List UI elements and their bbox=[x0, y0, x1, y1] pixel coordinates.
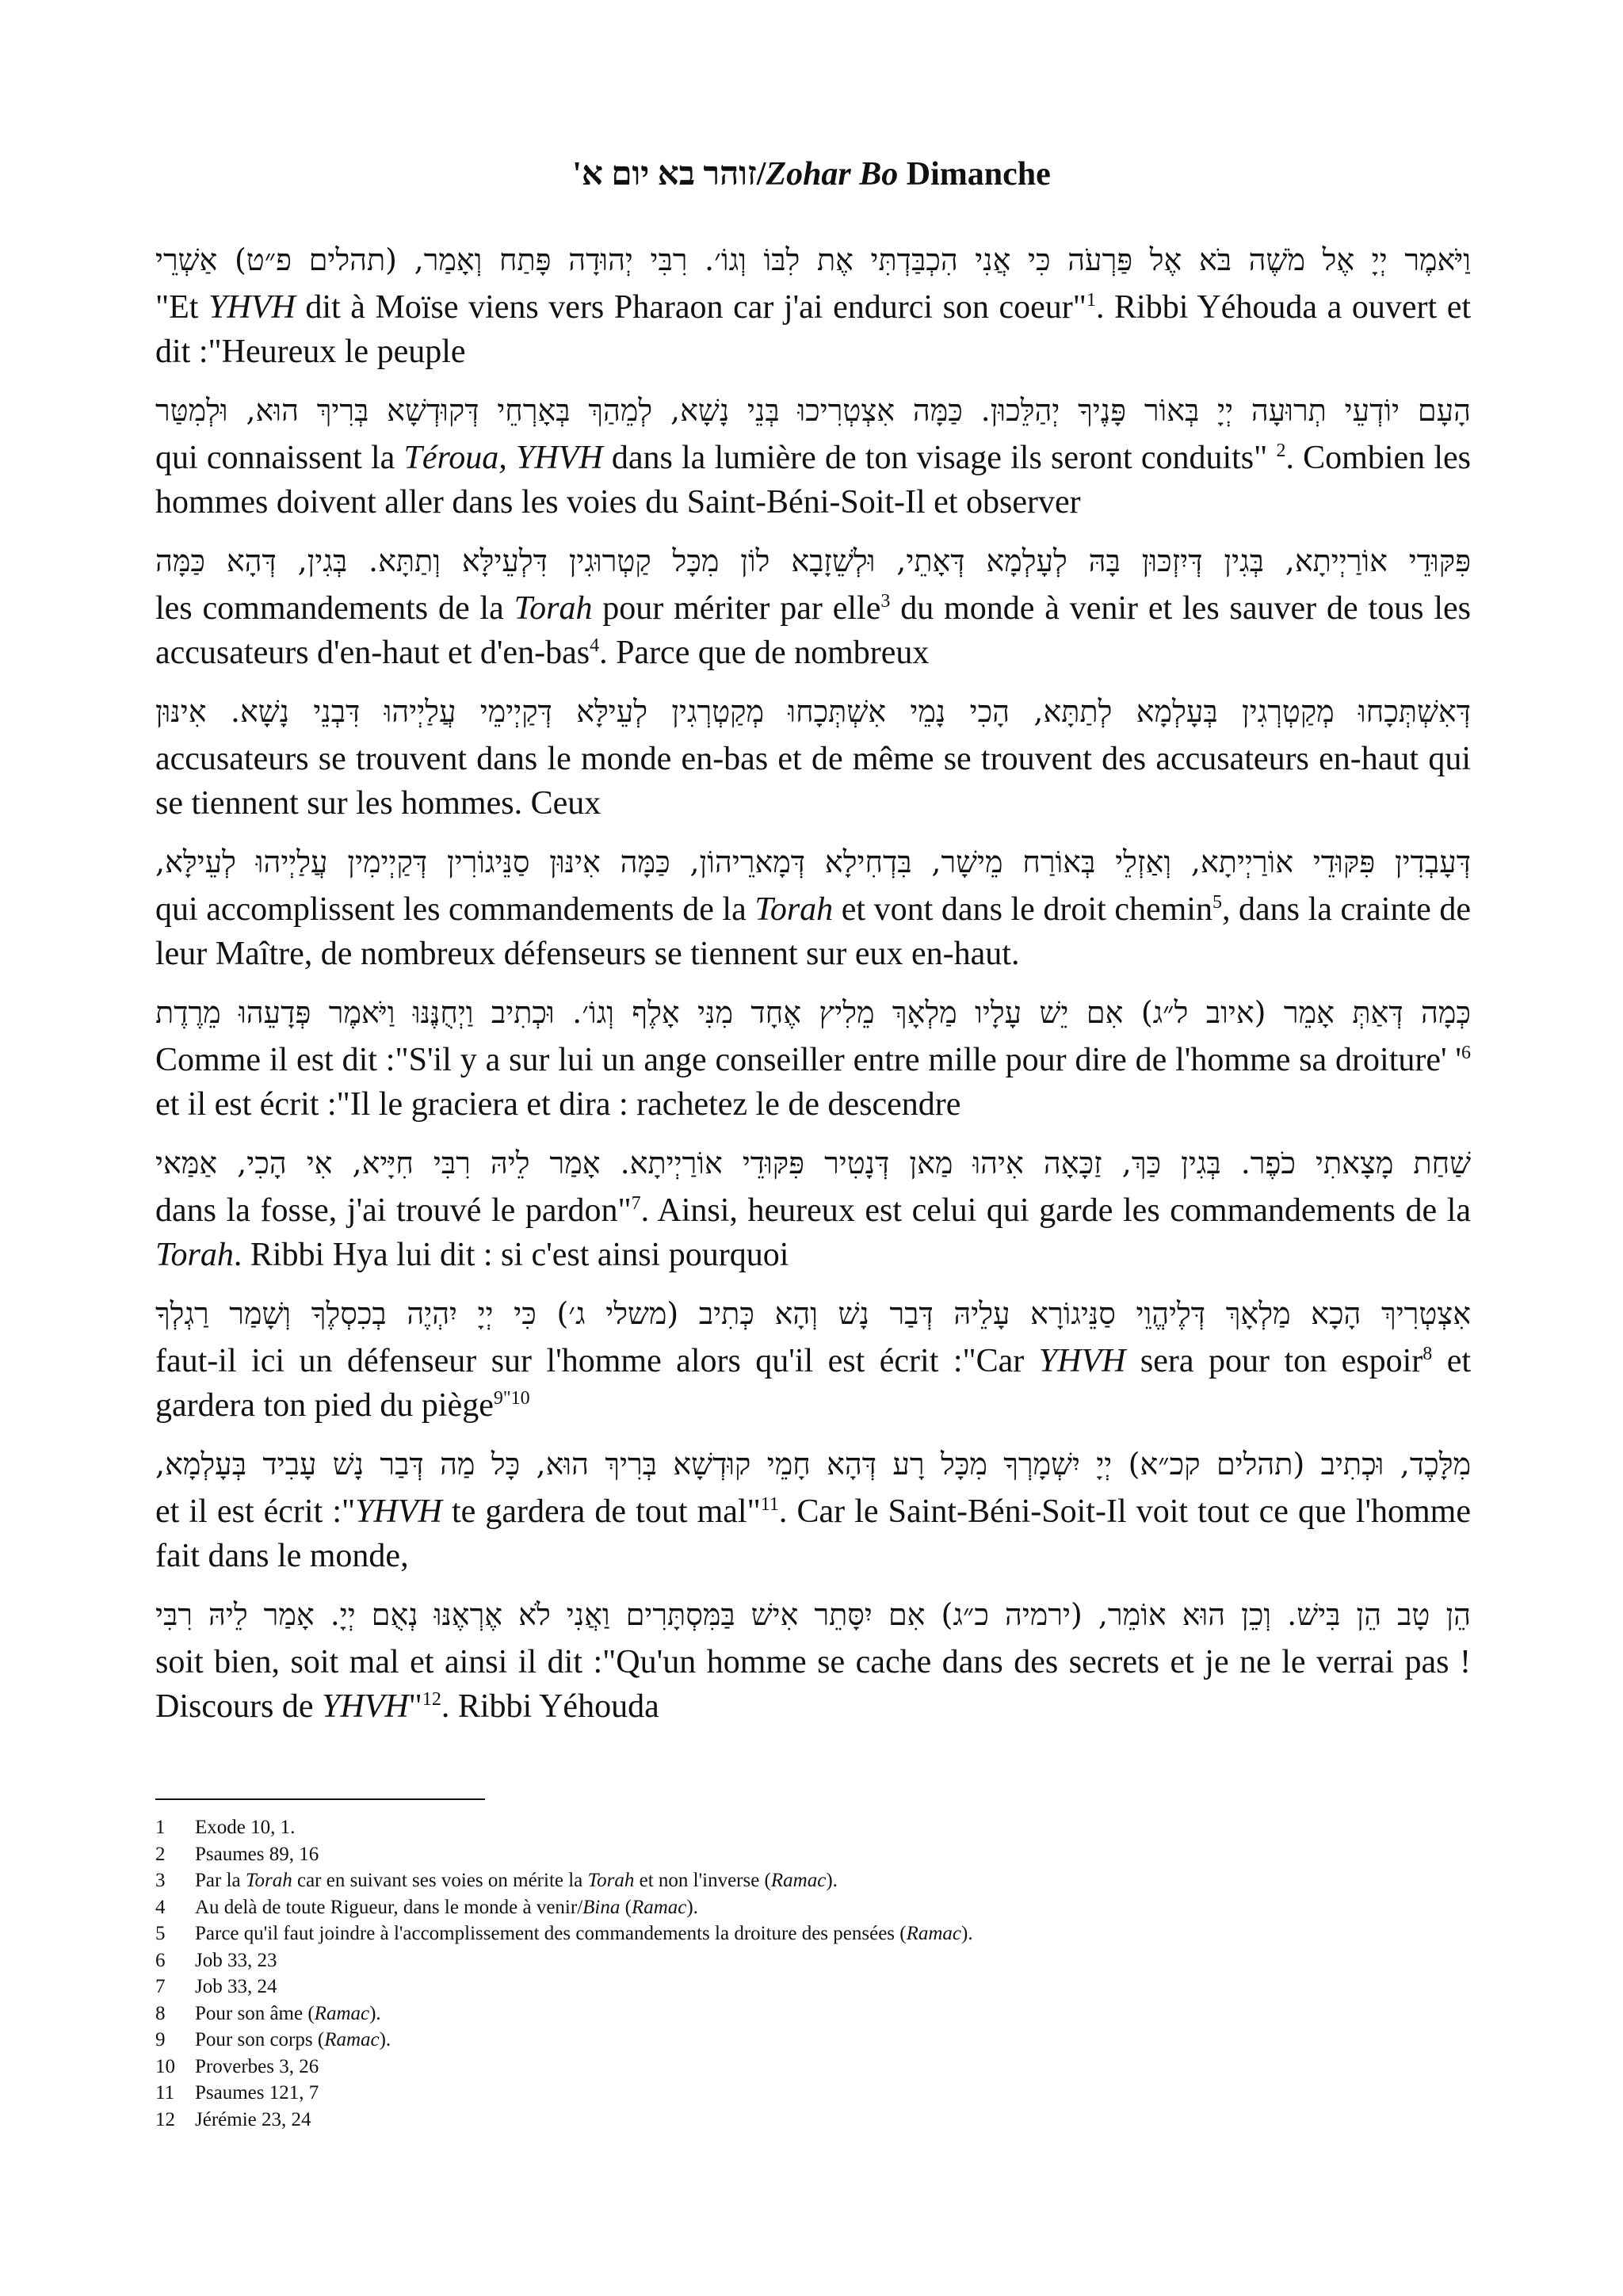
text-run: les commandements de la bbox=[155, 590, 514, 627]
text-run: Exode 10, 1. bbox=[195, 1817, 296, 1838]
footnote-ref: 11 bbox=[760, 1494, 779, 1515]
text-run: Job 33, 24 bbox=[195, 1976, 277, 1997]
italic-term: YHVH bbox=[321, 1688, 409, 1725]
footnote-number: 3 bbox=[155, 1870, 166, 1891]
text-run: . Parce que de nombreux bbox=[599, 635, 930, 671]
text-run: car en suivant ses voies on mérite la bbox=[292, 1870, 588, 1891]
hebrew-line: הָעָם יוֹדְעֵי תְרוּעָה יְיָ בְּאוֹר פָּנֶיךָ יְהַלֵּכוּן. כַּמָּה אִצְטְרִיכוּ בְּנֵי נָשָׁא, לְמֵהַךְ בְּאָרְחֵי דְּקוּדְשָׁא בְּרִיךְ הוּא, וּלְמִטַּר bbox=[155, 393, 1471, 428]
italic-term: Ramac bbox=[314, 2002, 370, 2024]
text-run: soit bien, soit mal et ainsi il dit :"Qu'un homme se cache dans des secrets et je ne le verrai pas ! Discours de bbox=[155, 1644, 1471, 1725]
footnote-number: 6 bbox=[155, 1949, 166, 1971]
text-run: , dans la crainte de leur Maître, de nombreux défenseurs se tiennent sur eux en-haut. bbox=[155, 891, 1471, 972]
footnote-text bbox=[195, 1844, 319, 1865]
footnote-item bbox=[155, 1814, 1471, 1841]
footnote-number: 9 bbox=[155, 2029, 166, 2050]
italic-term: Ramac bbox=[770, 1870, 827, 1891]
text-run: ). bbox=[826, 1870, 838, 1891]
french-text bbox=[155, 586, 1471, 675]
text-run: ( bbox=[620, 1896, 632, 1918]
footnote-ref: 5 bbox=[1212, 892, 1222, 913]
footnote-ref: 2 bbox=[1276, 441, 1286, 461]
hebrew-line: דְּאִשְׁתְּכָחוּ מְקַטְרְגִין בְּעָלְמָא לְתַתָּא, הָכִי נָמֵי אִשְׁתְּכָחוּ מְקַטְרְגִין לְעֵילָּא דְּקַיְימֵי עֲלַיְיהוּ דִּבְנֵי נָשָׁא. אִינּוּן bbox=[155, 694, 1471, 729]
text-run: Pour son corps ( bbox=[195, 2029, 325, 2050]
footnote-ref: 8 bbox=[1423, 1344, 1433, 1364]
text-run: . Combien les hommes doivent aller dans les voies du Saint-Béni-Soit-Il et observer bbox=[155, 440, 1472, 521]
footnote-item bbox=[155, 2080, 1471, 2107]
text-run: du monde à venir et les sauver de tous les accusateurs d'en-haut et d'en-bas bbox=[155, 590, 1471, 671]
text-run: Pour son âme ( bbox=[195, 2002, 315, 2024]
text-run: Proverbes 3, 26 bbox=[195, 2055, 319, 2077]
footnote-item bbox=[155, 2000, 1471, 2027]
paragraph bbox=[155, 990, 1471, 1127]
text-run: " bbox=[408, 1688, 422, 1725]
footnote-item bbox=[155, 2027, 1471, 2054]
footnote-item bbox=[155, 1894, 1471, 1921]
italic-term: Ramac bbox=[631, 1896, 687, 1918]
text-run: qui accomplissent les commandements de la bbox=[155, 891, 755, 928]
paragraph bbox=[155, 1442, 1471, 1578]
paragraph bbox=[155, 1291, 1471, 1428]
text-run: Comme il est dit :"S'il y a sur lui un ange conseiller entre mille pour dire de l'homme sa droiture' ' bbox=[155, 1042, 1461, 1078]
text-run: . Ribbi Yéhouda bbox=[441, 1688, 659, 1725]
text-run: Par la bbox=[195, 1870, 246, 1891]
footnote-ref: 6 bbox=[1461, 1043, 1471, 1063]
title-italic: Zohar Bo bbox=[766, 156, 899, 193]
footnote-number: 11 bbox=[155, 2082, 175, 2103]
paragraph bbox=[155, 539, 1471, 675]
paragraph bbox=[155, 388, 1471, 524]
italic-term: Torah bbox=[754, 891, 834, 928]
italic-term: Bina bbox=[582, 1896, 621, 1918]
paragraph bbox=[155, 689, 1471, 826]
text-run: et vont dans le droit chemin bbox=[833, 891, 1212, 928]
italic-term: YHVH bbox=[1038, 1343, 1126, 1379]
paragraph bbox=[155, 1592, 1471, 1729]
text-run: Psaumes 121, 7 bbox=[195, 2082, 319, 2103]
footnote-item bbox=[155, 1841, 1471, 1868]
footnote-text bbox=[195, 1950, 277, 1971]
text-run: Parce qu'il faut joindre à l'accomplissement des commandements la droiture des pensées ( bbox=[195, 1923, 907, 1944]
footnote-ref: 1 bbox=[1086, 290, 1096, 311]
text-run: ). bbox=[369, 2002, 381, 2024]
hebrew-line: וַיֹּאמֶר יְיָ אֶל מֹשֶׁה בֹּא אֶל פַּרְעֹה כִּי אֲנִי הִכְבַּדְתִּי אֶת לִבּוֹ וְגוֹ׳. רִבִּי יְהוּדָה פָּתַח וְאָמַר, (תהלים פ״ט) אַשְׁרֵי bbox=[155, 242, 1471, 277]
text-run: . Car le Saint-Béni-Soit-Il voit tout ce que l'homme fait dans le monde, bbox=[155, 1493, 1471, 1574]
text-run: accusateurs se trouvent dans le monde en-bas et de même se trouvent des accusateurs en-haut qui se tiennent sur les hommes. Ceux bbox=[155, 741, 1471, 822]
footnote-text bbox=[195, 2109, 311, 2130]
footnote-ref: 3 bbox=[880, 591, 891, 612]
footnote-text bbox=[195, 1870, 838, 1891]
paragraph bbox=[155, 238, 1471, 374]
hebrew-line: שַׁחַת מָצָאתִי כֹפֶר. בְּגִין כַּךְ, זַכָּאָה אִיהוּ מַאן דְּנָטִיר פִּקּוּדֵי אוֹרַיְיתָא. אָמַר לֵיהּ רִבִּי חִיָּיא, אִי הָכִי, אַמַּאי bbox=[155, 1146, 1471, 1180]
footnote-ref: 9"10 bbox=[493, 1388, 530, 1409]
text-run: . Ribbi Yéhouda a ouvert et dit :"Heureux le peuple bbox=[155, 289, 1472, 370]
title-hebrew: זוהר בא יום א' bbox=[572, 156, 757, 193]
text-run: ). bbox=[379, 2029, 391, 2050]
french-text bbox=[155, 1038, 1471, 1127]
text-run: "Et bbox=[155, 289, 209, 326]
text-run: faut-il ici un défenseur sur l'homme alors qu'il est écrit :"Car bbox=[155, 1343, 1039, 1379]
text-run: Job 33, 23 bbox=[195, 1949, 277, 1971]
text-run: dans la fosse, j'ai trouvé le pardon" bbox=[155, 1192, 632, 1229]
french-text bbox=[155, 1489, 1471, 1578]
footnote-item bbox=[155, 1947, 1471, 1974]
paragraph bbox=[155, 1141, 1471, 1277]
footnote-item bbox=[155, 1867, 1471, 1894]
text-run: et gardera ton pied du piège bbox=[155, 1343, 1472, 1424]
footnote-item bbox=[155, 1974, 1471, 2000]
italic-term: Téroua, YHVH bbox=[403, 440, 603, 476]
french-text bbox=[155, 1640, 1471, 1729]
footnote-number: 10 bbox=[155, 2055, 175, 2077]
hebrew-line: מִלָּכֶד, וּכְתִיב (תהלים קכ״א) יְיָ יִשְׁמָרְךָ מִכָּל רָע דְּהָא חָמֵי קוּדְשָׁא בְּרִיךְ הוּא, כָּל מַה דְּבַר נָשׁ עָבִיד בְּעָלְמָא, bbox=[155, 1447, 1471, 1482]
french-text bbox=[155, 737, 1471, 826]
footnote-item bbox=[155, 2054, 1471, 2081]
italic-term: Ramac bbox=[906, 1923, 962, 1944]
footnote-text bbox=[195, 2029, 391, 2050]
french-text bbox=[155, 436, 1471, 524]
text-run: et il est écrit :"Il le graciera et dira : rachetez le de descendre bbox=[155, 1086, 961, 1123]
footnote-number: 7 bbox=[155, 1976, 166, 1997]
footnote-text bbox=[195, 1976, 277, 1997]
text-run: Psaumes 89, 16 bbox=[195, 1843, 319, 1865]
hebrew-line: אִצְטְרִיךְ הָכָא מַלְאָךְ דְּלֶיהֱוֵי סַנֵּיגוֹרָא עָלֵיהּ דְּבַר נָשׁ וְהָא כְּתִיב (משלי ג׳) כִּי יְיָ יִהְיֶה בְכִסְלֶךָ וְשָׁמַר רַגְלְךָ bbox=[155, 1296, 1471, 1331]
italic-term: Torah bbox=[587, 1870, 635, 1891]
footnote-number: 1 bbox=[155, 1817, 166, 1838]
footnote-separator bbox=[155, 1798, 485, 1800]
footnote-text bbox=[195, 1897, 698, 1918]
italic-term: Torah bbox=[155, 1237, 234, 1273]
footnote-text bbox=[195, 2003, 381, 2024]
text-run: Jérémie 23, 24 bbox=[195, 2108, 311, 2130]
title-separator: / bbox=[756, 156, 766, 193]
footnotes-list bbox=[155, 1814, 1471, 2133]
footnote-number: 8 bbox=[155, 2002, 166, 2024]
text-run: . Ribbi Hya lui dit : si c'est ainsi pourquoi bbox=[233, 1237, 789, 1273]
text-run: dit à Moïse viens vers Pharaon car j'ai endurci son coeur" bbox=[295, 289, 1086, 326]
text-run: te gardera de tout mal" bbox=[441, 1493, 761, 1530]
text-run: Au delà de toute Rigueur, dans le monde à venir/ bbox=[195, 1896, 583, 1918]
french-text bbox=[155, 285, 1471, 374]
french-text bbox=[155, 887, 1471, 976]
text-run: dans la lumière de ton visage ils seront conduits" bbox=[602, 440, 1277, 476]
french-text bbox=[155, 1188, 1471, 1277]
hebrew-line: הֵן טָב הֵן בִּישׁ. וְכֵן הוּא אוֹמֵר, (ירמיה כ״ג) אִם יִסָּתֵר אִישׁ בַּמִּסְתָּרִים וַאֲנִי לֹא אֶרְאֶנּוּ נְאֻם יְיָ. אָמַר לֵיהּ רִבִּי bbox=[155, 1597, 1471, 1632]
footnote-ref: 4 bbox=[590, 635, 600, 656]
italic-term: YHVH bbox=[355, 1493, 442, 1530]
text-run: ). bbox=[961, 1923, 973, 1944]
italic-term: Torah bbox=[245, 1870, 292, 1891]
title-plain: Dimanche bbox=[898, 156, 1051, 193]
hebrew-line: דְּעָבְדִין פִּקּוּדֵי אוֹרַיְיתָא, וְאַזְלֵי בְּאוֹרַח מֵישָׁר, בִּדְחִילָא דְּמָארֵיהוֹן, כַּמָּה אִינּוּן סַנֵּיגוֹרִין דְּקַיְימִין עֲלַיְיהוּ לְעֵילָּא, bbox=[155, 845, 1471, 879]
italic-term: Ramac bbox=[324, 2029, 380, 2050]
footnote-ref: 7 bbox=[631, 1193, 641, 1214]
page-title bbox=[0, 155, 1623, 193]
footnote-number: 2 bbox=[155, 1843, 166, 1865]
hebrew-line: פִּקּוּדֵי אוֹרַיְיתָא, בְּגִין דְּיִזְכּוּן בָּהּ לְעָלְמָא דְּאָתֵי, וּלְשֵׁזָבָא לוֹן מִכָּל קַטְרוּגִין דִּלְעֵילָּא וְתַתָּא. בְּגִין, דְּהָא כַּמָּה bbox=[155, 543, 1471, 578]
french-text bbox=[155, 1339, 1471, 1428]
footnote-number: 12 bbox=[155, 2108, 175, 2130]
footnote-item bbox=[155, 2107, 1471, 2134]
text-run: ). bbox=[686, 1896, 698, 1918]
text-run: et il est écrit :" bbox=[155, 1493, 356, 1530]
footnote-number: 5 bbox=[155, 1923, 166, 1944]
text-run: sera pour ton espoir bbox=[1125, 1343, 1423, 1379]
footnote-item bbox=[155, 1920, 1471, 1947]
text-run: qui connaissent la bbox=[155, 440, 404, 476]
footnote-text bbox=[195, 2082, 319, 2103]
footnote-text bbox=[195, 2056, 319, 2077]
italic-term: YHVH bbox=[208, 289, 296, 326]
footnote-text bbox=[195, 1923, 973, 1944]
text-run: pour mériter par elle bbox=[592, 590, 881, 627]
footnote-text bbox=[195, 1817, 295, 1838]
paragraph bbox=[155, 840, 1471, 976]
footnote-number: 4 bbox=[155, 1896, 166, 1918]
italic-term: Torah bbox=[514, 590, 593, 627]
text-run: et non l'inverse ( bbox=[634, 1870, 771, 1891]
hebrew-line: כְּמָה דְּאַתְּ אָמֵר (איוב ל״ג) אִם יֵשׁ עָלָיו מַלְאָךְ מֵלִיץ אֶחָד מִנִּי אָלֶף וְגוֹ׳. וּכְתִיב וַיְחֻנֶּנּוּ וַיֹּאמֶר פְּדָעֵהוּ מֵרֶדֶת bbox=[155, 995, 1471, 1030]
footnote-ref: 12 bbox=[422, 1689, 441, 1710]
text-run: . Ainsi, heureux est celui qui garde les commandements de la bbox=[640, 1192, 1472, 1229]
